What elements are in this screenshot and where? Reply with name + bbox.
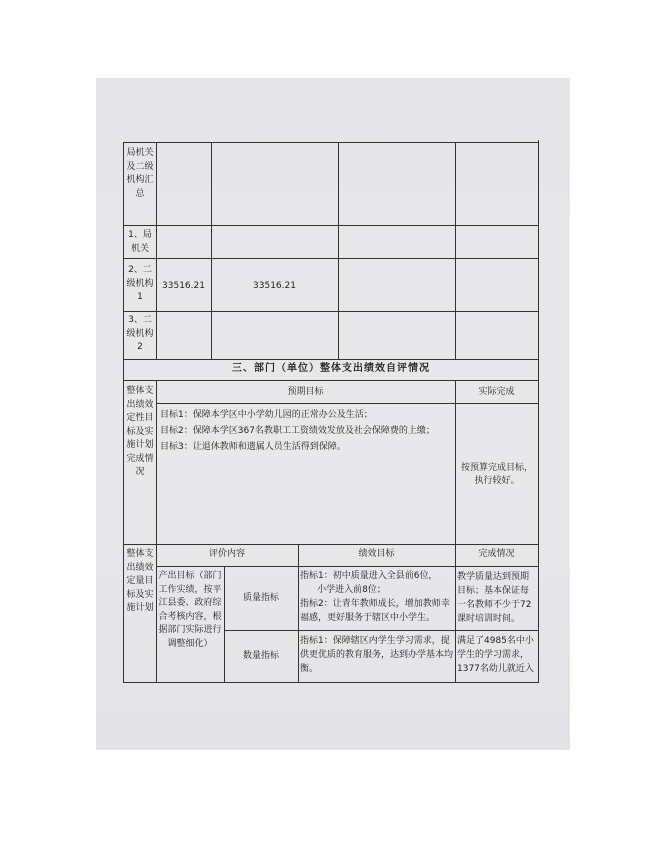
section-title: 三、部门（单位）整体支出绩效自评情况 xyxy=(232,363,430,374)
output-target-label: 产出目标（部门工作实绩，按平江县委、政府综合考核内容，根据部门实际进行调整细化） xyxy=(158,571,222,649)
completion-quantity: 满足了4985名中小学生的学习需求，1377名幼儿就近入 xyxy=(457,636,534,674)
header-expected-goal: 预期目标 xyxy=(287,387,324,397)
header-perf-target: 绩效目标 xyxy=(358,549,395,559)
actual-completion-text: 按预算完成目标，执行较好。 xyxy=(460,463,533,486)
completion-quality: 教学质量达到预期目标；基本保证每一名教师不少于72课时培训时间。 xyxy=(457,572,532,624)
org-row-label: 3、二级机构2 xyxy=(126,315,154,352)
perf-side-label: 整体支出绩效定量目标及实施计划 xyxy=(126,549,154,613)
header-eval-content: 评价内容 xyxy=(208,549,245,559)
goal-item: 目标3：让退休教师和遗属人员生活得到保障。 xyxy=(160,442,346,452)
perf-target-line: 小学进入前8位； xyxy=(300,585,386,595)
indicator-quality: 质量指标 xyxy=(242,593,279,603)
org-row-label: 2、二级机构1 xyxy=(126,265,154,302)
perf-target-line: 指标2：让青年教师成长，增加教师幸福感，更好服务于辖区中小学生。 xyxy=(300,599,450,623)
goal-item: 目标2：保障本学区367名教职工工资绩效发放及社会保障费的上缴； xyxy=(160,426,435,436)
indicator-quantity: 数量指标 xyxy=(242,651,279,661)
goals-side-label: 整体支出绩效定性目标及实施计划完成情况 xyxy=(126,386,154,477)
header-actual-completion: 实际完成 xyxy=(478,387,515,397)
org-row-col1: 33516.21 xyxy=(162,281,205,291)
org-row-col2: 33516.21 xyxy=(253,281,296,291)
perf-target-line: 指标1：初中质量进入全县前6位， xyxy=(300,571,438,581)
org-row-label: 局机关及二级机构汇总 xyxy=(126,148,154,199)
org-row-label: 1、局机关 xyxy=(128,230,152,254)
perf-target-line: 指标1：保障辖区内学生学习需求，提供更优质的教育服务，达到办学基本均衡。 xyxy=(300,636,454,674)
header-completion: 完成情况 xyxy=(478,549,515,559)
goal-item: 目标1：保障本学区中小学幼儿园的正常办公及生活； xyxy=(160,410,373,420)
